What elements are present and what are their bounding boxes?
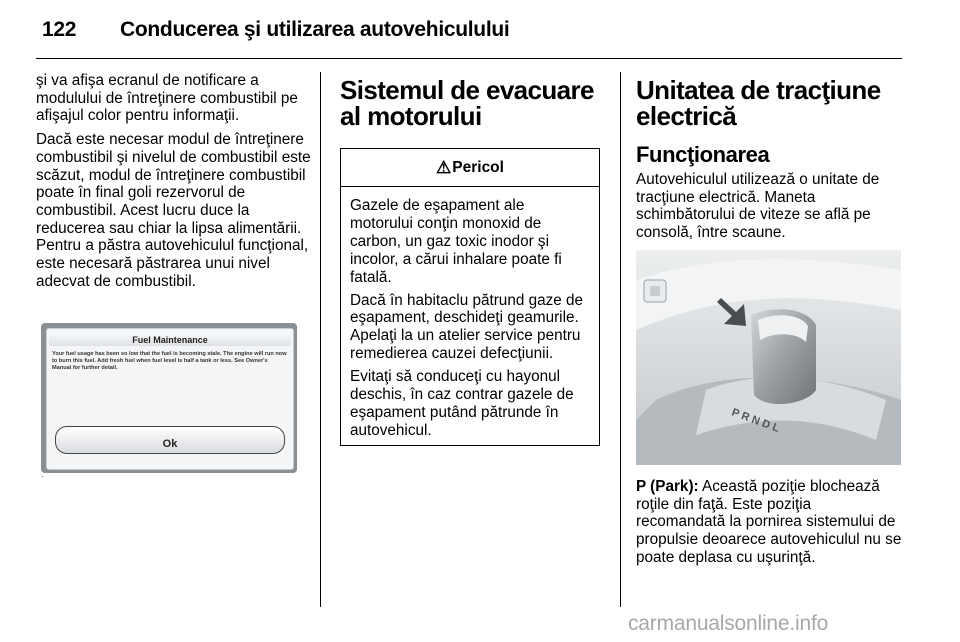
danger-header xyxy=(341,149,599,187)
paragraph-notification: şi va afişa ecranul de notificare a modulului de întreţinere combustibil pe afişajul color pentru informaţii. xyxy=(36,72,298,125)
danger-paragraph: Gazele de eşapament ale motorului conţin monoxid de carbon, un gaz toxic inodor şi incolor, a cărui inhalare poate fi fatală. xyxy=(350,197,562,286)
screen-title: Fuel Maintenance xyxy=(132,335,208,345)
column-3 xyxy=(636,72,904,248)
screen-message: Your fuel usage has been so low that the fuel is becoming stale. The engine will run now to burn this fuel. Add fresh fuel when fuel level is half a tank or less. See Owner's Manual for further detail. xyxy=(52,351,287,371)
fuel-maintenance-screen-image xyxy=(41,323,297,473)
danger-paragraph: Dacă în habitaclu pătrund gaze de eşapament, deschideţi geamurile. Apelaţi la un atelier service pentru remedierea cauzei defecţiunii. xyxy=(350,291,584,363)
shift-lever-illustration xyxy=(636,250,901,465)
danger-box xyxy=(340,148,600,446)
ok-label: Ok xyxy=(162,438,178,450)
danger-paragraph: Evitaţi să conduceţi cu hayonul deschis, în caz contrar gazele de eşapament putând pătrunde în autovehicul. xyxy=(350,368,574,439)
column-divider-1 xyxy=(320,72,321,607)
image-marker: · xyxy=(41,472,44,481)
subheading-operation: Funcţionarea xyxy=(636,142,770,167)
svg-text:P R N D L: P R N D L xyxy=(729,406,781,435)
chapter-title: Conducerea şi utilizarea autovehiculului xyxy=(120,18,510,41)
column-1 xyxy=(36,72,311,296)
display-screen xyxy=(46,328,294,470)
header-divider xyxy=(36,58,902,59)
watermark: carmanualsonline.info xyxy=(628,612,829,635)
danger-label: Pericol xyxy=(452,159,504,176)
park-description xyxy=(636,478,904,573)
park-text: Această poziţie blochează roţile din faţă. Este poziţia recomandată la pornirea sistemului de propulsie deoarece autovehiculul nu se poate deplasa cu uşurinţă. xyxy=(636,478,902,566)
shift-lever-photo xyxy=(636,250,901,465)
column-divider-2 xyxy=(620,72,621,607)
park-label: P (Park): xyxy=(636,478,699,495)
column-2 xyxy=(340,72,602,139)
ok-button xyxy=(55,426,285,454)
paragraph-fuel-maintenance: Dacă este necesar modul de întreţinere combustibil şi nivelul de combustibil este scăzut, modul de întreţinere combustibil poate în final goli rezervorul de combustibil. Acest lucru duce la reducerea sau chiar la lipsa alimentării. Pentru a păstra autovehiculul funcţional, este necesară păstrarea unui nivel adecvat de combustibil. xyxy=(36,131,311,290)
danger-body xyxy=(341,187,599,440)
page-number: 122 xyxy=(42,18,77,41)
paragraph-traction-unit: Autovehiculul utilizează o unitate de tracţiune electrică. Maneta schimbătorului de viteze se află pe consolă, între scaune. xyxy=(636,171,880,242)
warning-triangle-icon: ⚠ xyxy=(436,158,452,177)
section-heading-exhaust: Sistemul de evacuare al motorului xyxy=(340,75,594,131)
section-heading-traction: Unitatea de tracţiune electrică xyxy=(636,75,881,131)
